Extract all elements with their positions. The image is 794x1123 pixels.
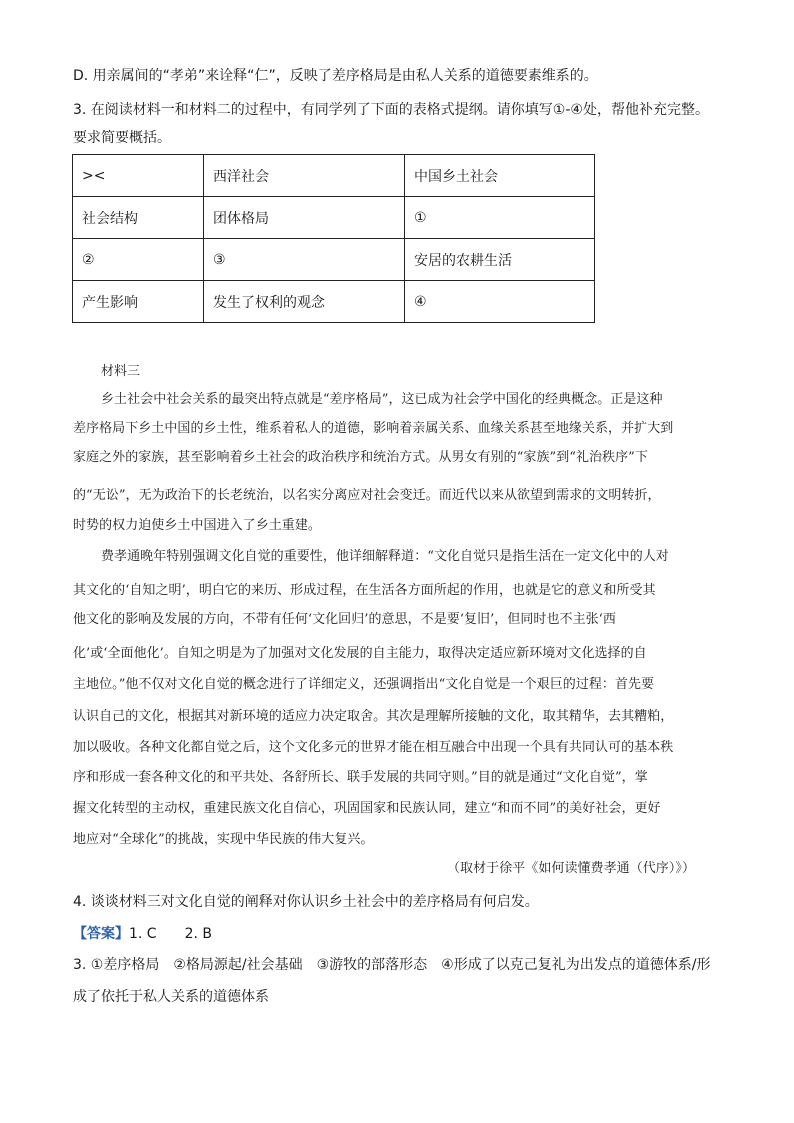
question-4-text: 4. 谈谈材料三对文化自觉的阐释对你认识乡土社会中的差序格局有何启发。: [73, 894, 539, 910]
table-cell: ②: [73, 239, 204, 281]
outline-table: [72, 154, 595, 323]
material-3-line: 费孝通晚年特别强调文化自觉的重要性，他详细解释道：“文化自觉只是指生活在一定文化中的人对: [101, 549, 669, 564]
table-cell: 社会结构: [73, 197, 204, 239]
table-cell: ①: [405, 197, 595, 239]
material-3-line: 乡土社会中社会关系的最突出特点就是“差序格局”，这已成为社会学中国化的经典概念。正是这种: [101, 392, 663, 407]
answer-choices: 1. C 2. B: [129, 926, 212, 942]
table-cell: 安居的农耕生活: [405, 239, 595, 281]
material-3-line: 他文化的影响及发展的方向，不带有任何‘文化回归’的意思，不是要‘复旧’，但同时也不主张‘西: [73, 612, 616, 627]
question-3-text: 3. 在阅读材料一和材料二的过程中，有同学列了下面的表格式提纲。请你填写①-④处，帮他补充完整。: [73, 102, 709, 118]
table-cell: 团体格局: [204, 197, 405, 239]
answer-3-continued: 成了依托于私人关系的道德体系: [73, 989, 269, 1005]
answer-3-text: 3. ①差序格局 ②格局源起/社会基础 ③游牧的部落形态 ④形成了以克己复礼为出发点的道德体系/形: [73, 957, 711, 973]
table-cell: ③: [204, 239, 405, 281]
material-3-line: 时势的权力迫使乡土中国进入了乡土重建。: [73, 518, 321, 533]
material-3-line: 地应对“全球化”的挑战，实现中华民族的伟大复兴。: [73, 832, 374, 847]
table-row: [73, 281, 595, 323]
material-3-line: 家庭之外的家族，甚至影响着乡土社会的政治秩序和统治方式。从男女有别的“家族”到“礼治秩序”下: [73, 450, 648, 465]
answer-tag: 【答案】: [73, 926, 129, 942]
material-3-line: 的“无讼”，无为政治下的长老统治，以名实分离应对社会变迁。而近代以来从欲望到需求的文明转折，: [73, 488, 661, 503]
material-3-line: 差序格局下乡土中国的乡土性，维系着私人的道德，影响着亲属关系、血缘关系甚至地缘关系，并扩大到: [73, 421, 674, 436]
material-3-line: 其文化的‘自知之明’，明白它的来历、形成过程，在生活各方面所起的作用，也就是它的意义和所受其: [73, 583, 656, 598]
table-row: [73, 239, 595, 281]
material-3-line: 握文化转型的主动权，重建民族文化自信心，巩固国家和民族认同，建立“和而不同”的美好社会，更好: [73, 801, 661, 816]
material-3-line: 加以吸收。各种文化都自觉之后，这个文化多元的世界才能在相互融合中出现一个具有共同认可的基本秩: [73, 740, 674, 755]
table-cell: 中国乡土社会: [405, 155, 595, 197]
table-cell: 西洋社会: [204, 155, 405, 197]
question-3-requirement: 要求简要概括。: [73, 130, 171, 146]
table-cell: ><: [73, 155, 204, 197]
option-d-text: D. 用亲属间的“孝弟”来诠释“仁”，反映了差序格局是由私人关系的道德要素维系的。: [73, 68, 598, 84]
material-3-line: 主地位。”他不仅对文化自觉的概念进行了详细定义，还强调指出“文化自觉是一个艰巨的过程：首先要: [73, 677, 655, 692]
material-3-line: 序和形成一套各种文化的和平共处、各舒所长、联手发展的共同守则。”目的就是通过“文化自觉”，掌: [73, 770, 648, 785]
table-row: [73, 197, 595, 239]
material-3-line: 化’或‘全面他化’。自知之明是为了加强对文化发展的自主能力，取得决定适应新环境对文化选择的自: [73, 646, 647, 661]
table-row: [73, 155, 595, 197]
table-cell: 产生影响: [73, 281, 204, 323]
table-cell: ④: [405, 281, 595, 323]
answer-line: [73, 924, 212, 944]
material-3-heading: 材料三: [101, 364, 141, 379]
material-3-source: （取材于徐平《如何读懂费孝通（代序）》）: [447, 861, 696, 876]
material-3-line: 认识自己的文化，根据其对新环境的适应力决定取舍。其次是理解所接触的文化，取其精华，去其糟粕，: [73, 709, 674, 724]
table-cell: 发生了权利的观念: [204, 281, 405, 323]
